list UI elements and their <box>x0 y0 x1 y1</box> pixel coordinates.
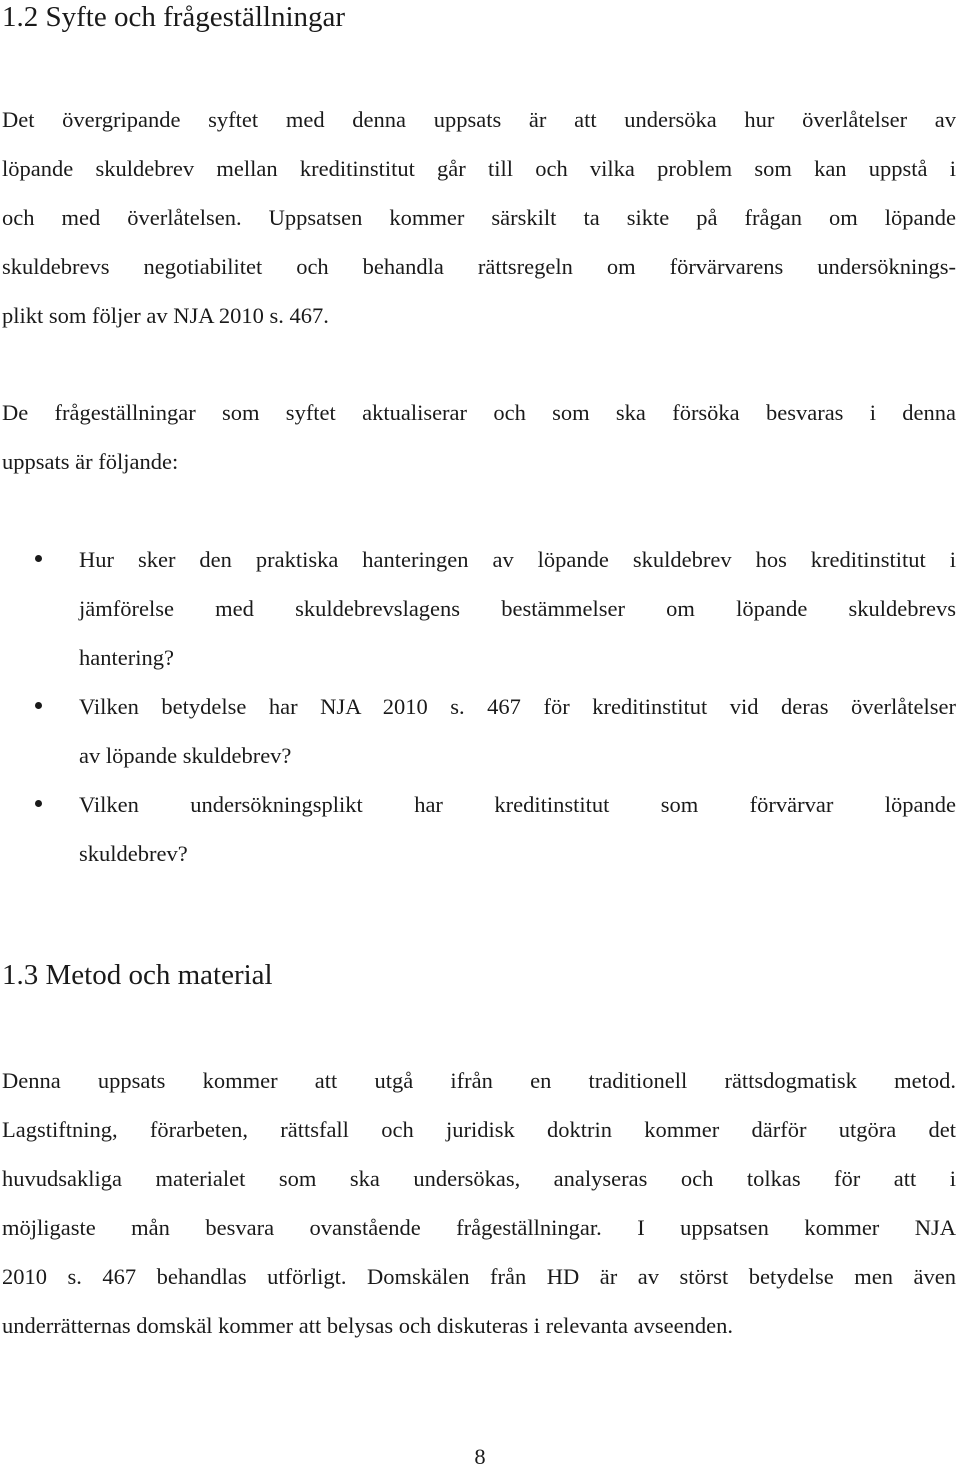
text-line: och med överlåtelsen. Uppsatsen kommer särskilt ta sikte på frågan om löpande <box>2 205 956 230</box>
page-number: 8 <box>474 1444 486 1469</box>
list-item <box>0 780 960 878</box>
section-heading-method: 1.3 Metod och material <box>2 959 273 991</box>
text-line: Denna uppsats kommer att utgå ifrån en traditionell rättsdogmatisk metod. <box>2 1068 956 1093</box>
text-line: löpande skuldebrev mellan kreditinstitut går till och vilka problem som kan uppstå i <box>2 156 956 181</box>
text-line: skuldebrev? <box>79 841 188 866</box>
questions-intro-paragraph <box>2 388 956 486</box>
text-line: Det övergripande syftet med denna uppsats är att undersöka hur överlåtelser av <box>2 107 956 132</box>
text-line: möjligaste mån besvara ovanstående frågeställningar. I uppsatsen kommer NJA <box>2 1215 956 1240</box>
question-text <box>79 780 956 878</box>
bullet-icon <box>35 702 42 709</box>
question-text <box>79 682 956 780</box>
method-paragraph <box>2 1056 956 1350</box>
text-line: De frågeställningar som syftet aktualiserar och som ska försöka besvaras i denna <box>2 400 956 425</box>
text-line: Vilken undersökningsplikt har kreditinstitut som förvärvar löpande <box>79 792 956 817</box>
section-heading-purpose: 1.2 Syfte och frågeställningar <box>2 1 346 33</box>
text-line: Hur sker den praktiska hanteringen av löpande skuldebrev hos kreditinstitut i <box>79 547 956 572</box>
text-line: Vilken betydelse har NJA 2010 s. 467 för kreditinstitut vid deras överlåtelser <box>79 694 956 719</box>
text-line: av löpande skuldebrev? <box>79 743 292 768</box>
bullet-icon <box>35 800 42 807</box>
text-line: plikt som följer av NJA 2010 s. 467. <box>2 303 329 328</box>
question-text <box>79 535 956 682</box>
purpose-paragraph <box>2 95 956 340</box>
research-questions-list <box>0 535 960 878</box>
list-item <box>0 682 960 780</box>
text-line: uppsats är följande: <box>2 449 179 474</box>
text-line: skuldebrevs negotiabilitet och behandla rättsregeln om förvärvarens undersöknings- <box>2 254 956 279</box>
list-item <box>0 535 960 682</box>
text-line: underrätternas domskäl kommer att belysas och diskuteras i relevanta avseenden. <box>2 1313 733 1338</box>
text-line: hantering? <box>79 645 174 670</box>
text-line: Lagstiftning, förarbeten, rättsfall och juridisk doktrin kommer därför utgöra det <box>2 1117 956 1142</box>
text-line: jämförelse med skuldebrevslagens bestämmelser om löpande skuldebrevs <box>79 596 956 621</box>
text-line: huvudsakliga materialet som ska undersökas, analyseras och tolkas för att i <box>2 1166 956 1191</box>
text-line: 2010 s. 467 behandlas utförligt. Domskälen från HD är av störst betydelse men även <box>2 1264 956 1289</box>
bullet-icon <box>35 555 42 562</box>
